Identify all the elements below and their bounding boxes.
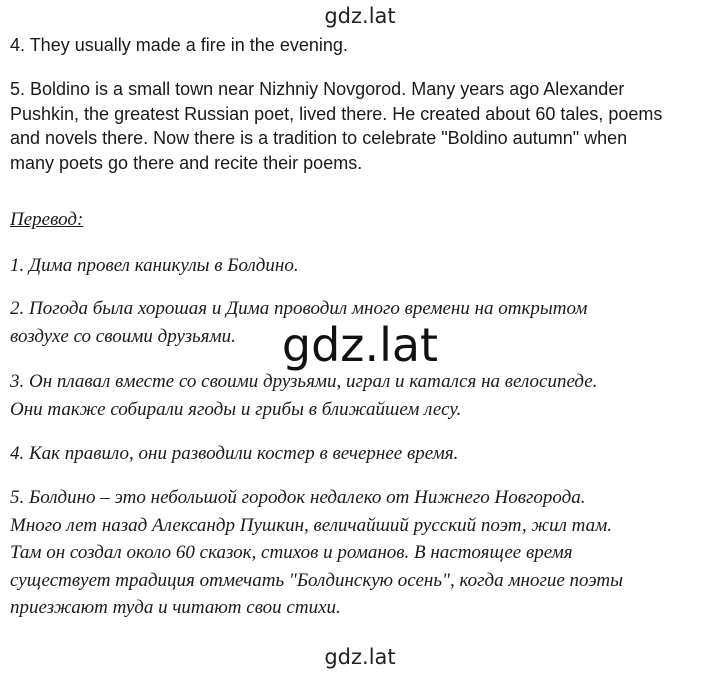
english-item-5-line: many poets go there and recite their poems. (10, 152, 363, 173)
translation-item-3-line: Они также собирали ягоды и грибы в ближайшем лесу. (10, 398, 462, 420)
watermark-bottom: gdz.lat (324, 645, 396, 669)
translation-item-4: 4. Как правило, они разводили костер в вечернее время. (10, 443, 459, 464)
translation-item-5-line: существует традиция отмечать "Болдинскую осень", когда многие поэты (10, 569, 624, 591)
translation-item-2-line: воздухе со своими друзьями. (10, 325, 236, 347)
english-item-5-line: 5. Boldino is a small town near Nizhniy Novgorod. Many years ago Alexander (10, 79, 625, 99)
translation-item-5 (10, 484, 715, 622)
translation-item-5-line: приезжают туда и читают свои стихи. (10, 597, 341, 618)
translation-item-5-line: 5. Болдино – это небольшой городок недалеко от Нижнего Новгорода. (10, 487, 586, 508)
translation-item-2-line: 2. Погода была хорошая и Дима проводил много времени на открытом (10, 298, 588, 319)
watermark-center: gdz.lat (281, 318, 439, 372)
translation-item-1: 1. Дима провел каникулы в Болдино. (10, 255, 299, 276)
english-item-4: 4. They usually made a fire in the evening. (10, 35, 348, 55)
english-item-5-line: Pushkin, the greatest Russian poet, lived there. He created about 60 tales, poems (10, 103, 663, 124)
english-item-5 (10, 77, 710, 175)
translation-item-3 (10, 368, 715, 423)
translation-item-3-line: 3. Он плавал вместе со своими друзьями, играл и катался на велосипеде. (10, 371, 598, 392)
translation-item-5-line: Там он создал около 60 сказок, стихов и романов. В настоящее время (10, 542, 573, 563)
watermark-top: gdz.lat (324, 4, 396, 28)
translation-heading: Перевод: (10, 209, 84, 230)
translation-item-5-line: Много лет назад Александр Пушкин, величайший русский поэт, жил там. (10, 514, 612, 536)
english-item-5-line: and novels there. Now there is a tradition to celebrate "Boldino autumn" when (10, 128, 628, 148)
